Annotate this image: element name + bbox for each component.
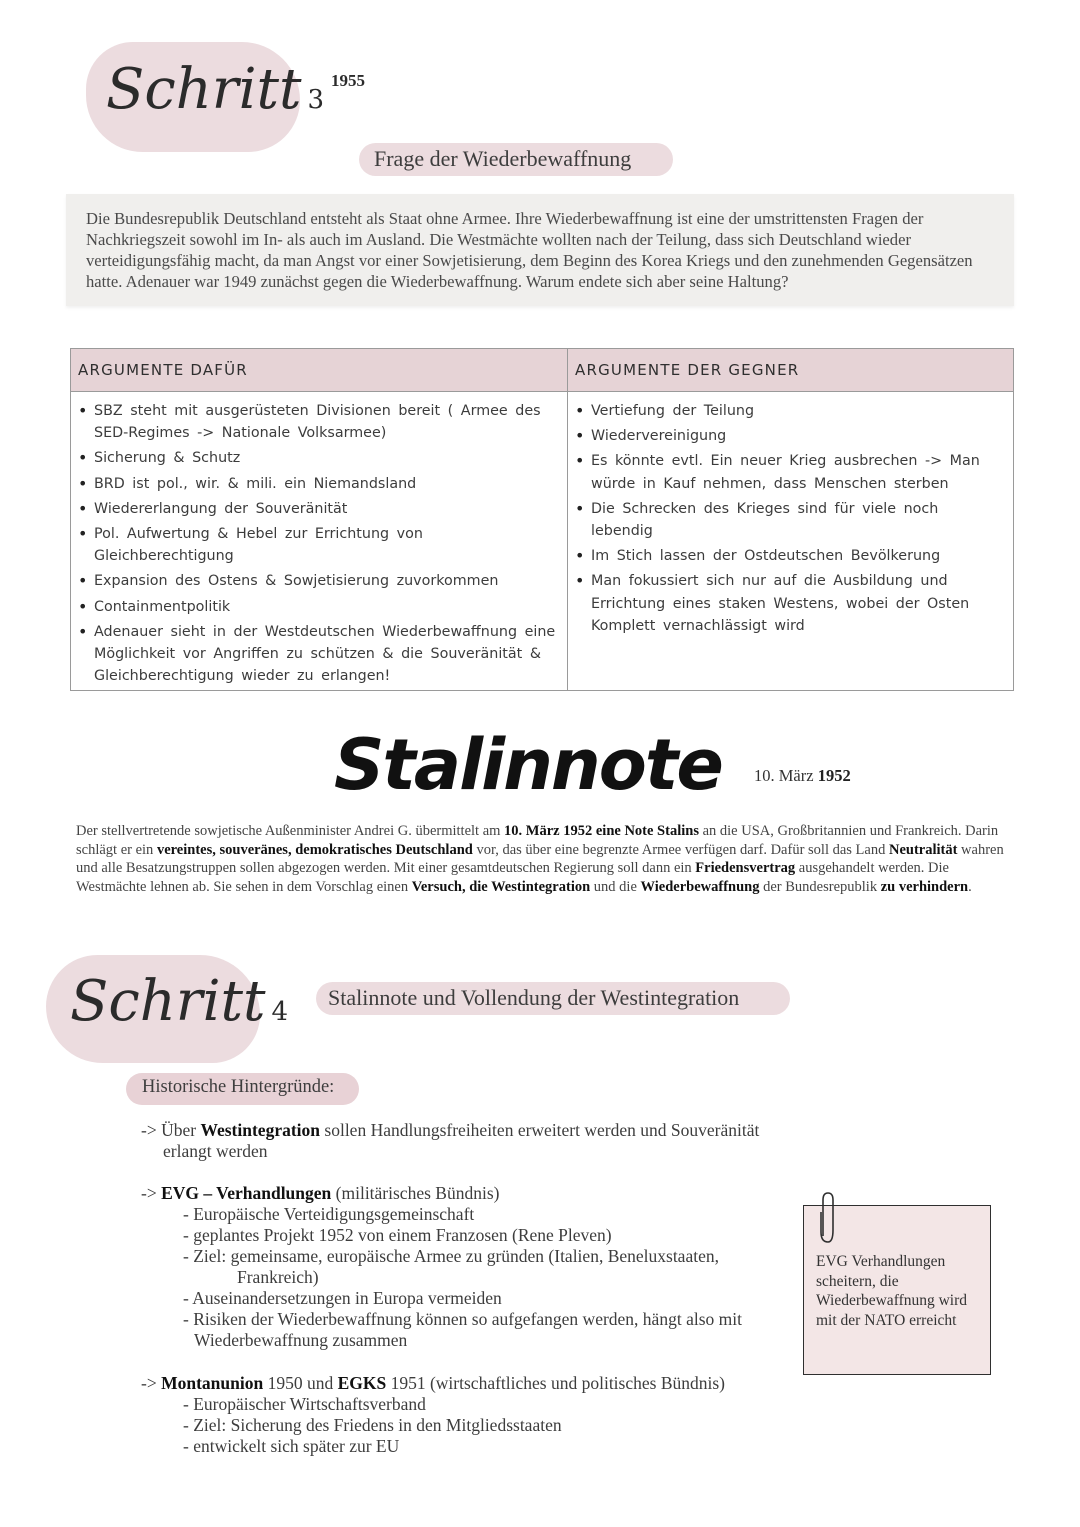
list-item: • Im Stich lassen der Ostdeutschen Bevölkerung (575, 545, 1003, 567)
heading-westintegration (316, 982, 790, 1015)
schritt4-number: 4 (271, 997, 289, 1027)
line (141, 1373, 725, 1394)
schritt3-word: Schritt (106, 57, 302, 122)
block-evg (141, 1183, 742, 1351)
stalinnote-date (754, 766, 851, 786)
list-item: • Wiedererlangung der Souveränität (78, 498, 557, 520)
heading-westintegration-text: Stalinnote und Vollendung der Westintegration (328, 985, 740, 1010)
list-item: - geplantes Projekt 1952 von einem Franzosen (Rene Pleven) (183, 1225, 612, 1245)
contra-column (568, 392, 1014, 691)
list-item: • Adenauer sieht in der Westdeutschen Wiederbewaffnung eine Möglichkeit vor Angriffen zu schützen & die Souveränität & Gleichberechtigung wieder zu erlangen! (78, 621, 557, 688)
schritt4-word: Schritt (70, 969, 266, 1034)
contra-header: ARGUMENTE DER GEGNER (568, 349, 1014, 392)
bold-run: Montanunion (161, 1373, 264, 1393)
list-item: - Ziel: gemeinsame, europäische Armee zu gründen (Italien, Beneluxstaaten, (183, 1246, 719, 1266)
list-item: - Ziel: Sicherung des Friedens in den Mitgliedsstaaten (183, 1415, 562, 1435)
sticky-note-text: EVG Verhandlungen scheitern, die Wiederbewaffnung wird mit der NATO erreicht (816, 1253, 968, 1329)
list-item: • Containmentpolitik (78, 596, 557, 618)
pro-list (71, 400, 567, 687)
list-item: • Pol. Aufwertung & Hebel zur Errichtung von Gleichberechtigung (78, 523, 557, 567)
text-run: ausgehandelt werden. Die Westmächte lehnen ab. Sie sehen in dem Vorschlag einen (76, 860, 949, 895)
bold-run: 10. März 1952 eine Note Stalins (504, 823, 699, 839)
sub-heading-hintergruende (126, 1073, 359, 1105)
list-item: • Es könnte evtl. Ein neuer Krieg ausbrechen -> Man würde in Kauf nehmen, dass Menschen sterben (575, 450, 1003, 494)
text-run: an die USA, Großbritannien und Frankreich. Darin schlägt er ein (76, 823, 999, 858)
list-item: • Sicherung & Schutz (78, 447, 557, 469)
text-run: 1950 und (263, 1373, 338, 1393)
line (141, 1183, 742, 1204)
intro-box (66, 194, 1014, 306)
list-item: Wiederbewaffnung zusammen (194, 1330, 408, 1350)
date-prefix: 10. März (754, 766, 814, 785)
list-item: Frankreich) (237, 1267, 319, 1287)
block-montanunion (141, 1373, 725, 1457)
intro-text: Die Bundesrepublik Deutschland entsteht als Staat ohne Armee. Ihre Wiederbewaffnung ist eine der umstrittensten Fragen der Nachkriegszeit sowohl im In- als auch im Ausland. Die Westmächte wollten nach der Teilung, dass sich Deutschland wieder verteidigungsfähig macht, da man Angst vor einer Sowjetisierung, dem Beginn des Korea Kriegs und den zunehmenden Gegensätzen hatte. Adenauer war 1949 zunächst gegen die Wiederbewaffnung. Warum endete sich aber seine Haltung? (86, 209, 973, 291)
heading-wiederbewaffnung-text: Frage der Wiederbewaffnung (374, 146, 632, 171)
bold-run: zu verhindern (880, 878, 969, 895)
list-item: - Auseinandersetzungen in Europa vermeiden (183, 1288, 502, 1308)
text-run: 1951 (wirtschaftliches und politisches Bündnis) (386, 1373, 725, 1393)
block-westintegration (141, 1120, 759, 1162)
list-item: - Risiken der Wiederbewaffnung können so aufgefangen werden, hängt also mit (183, 1309, 742, 1329)
text-run: (militärisches Bündnis) (331, 1183, 500, 1203)
list-item: • Expansion des Ostens & Sowjetisierung zuvorkommen (78, 570, 557, 592)
contra-list (568, 400, 1013, 637)
list-item: • SBZ steht mit ausgerüsteten Divisionen bereit ( Armee des SED-Regimes -> Nationale Volksarmee) (78, 400, 557, 444)
bold-run: Neutralität (888, 841, 958, 858)
text-run: der Bundesrepublik (759, 878, 881, 895)
bold-run: Friedensvertrag (695, 860, 796, 876)
schritt3-number: 3 (307, 85, 325, 115)
text-run: vor, das über eine begrenzte Armee verfügen darf. Dafür soll das Land (472, 841, 889, 858)
pro-column (71, 392, 568, 691)
schritt3-script-title (106, 50, 324, 140)
list-item: • BRD ist pol., wir. & mili. ein Niemandsland (78, 473, 557, 495)
list-item: • Man fokussiert sich nur auf die Ausbildung und Errichtung eines staken Westens, wobei der Osten Komplett vernachlässigt wird (575, 570, 1003, 637)
bold-run: vereintes, souveränes, demokratisches Deutschland (156, 841, 473, 858)
line: erlangt werden (163, 1141, 268, 1161)
pro-header: ARGUMENTE DAFÜR (71, 349, 568, 392)
text-run: -> Über (141, 1120, 201, 1140)
bold-run: Versuch, die Westintegration (411, 878, 591, 895)
text-run: Der stellvertretende sowjetische Außenminister Andrei G. übermittelt am (76, 823, 505, 839)
list-item: - Europäische Verteidigungsgemeinschaft (183, 1204, 475, 1224)
stalinnote-paragraph (76, 822, 1016, 896)
list-item: - Europäischer Wirtschaftsverband (183, 1394, 426, 1414)
text-run: wahren und alle Besatzungstruppen sollen abgezogen werden. Mit einer gesamtdeutschen Regierung soll dann ein (76, 841, 1004, 876)
text-run: -> (141, 1373, 162, 1393)
bold-run: EVG – Verhandlungen (161, 1183, 332, 1203)
text-run: und die (590, 878, 641, 895)
line (141, 1120, 759, 1141)
heading-wiederbewaffnung (359, 143, 673, 176)
text-run: sollen Handlungsfreiheiten erweitert werden und Souveränität (320, 1120, 760, 1140)
bold-run: Wiederbewaffnung (640, 878, 760, 895)
list-item: - entwickelt sich später zur EU (183, 1436, 400, 1456)
paperclip-icon (817, 1190, 839, 1248)
list-item: • Vertiefung der Teilung (575, 400, 1003, 422)
sub-heading-text: Historische Hintergründe: (142, 1077, 335, 1097)
bold-run: EGKS (337, 1373, 387, 1393)
bold-run: Westintegration (200, 1120, 321, 1140)
year-1955: 1955 (331, 71, 365, 90)
text-run: . (968, 878, 972, 895)
schritt4-script-title (70, 962, 288, 1052)
arguments-table (70, 348, 1014, 691)
stalinnote-title: Stalinnote (334, 724, 722, 806)
list-item: • Die Schrecken des Krieges sind für viele noch lebendig (575, 498, 1003, 542)
list-item: • Wiedervereinigung (575, 425, 1003, 447)
text-run: -> (141, 1183, 162, 1203)
date-year: 1952 (817, 766, 851, 785)
